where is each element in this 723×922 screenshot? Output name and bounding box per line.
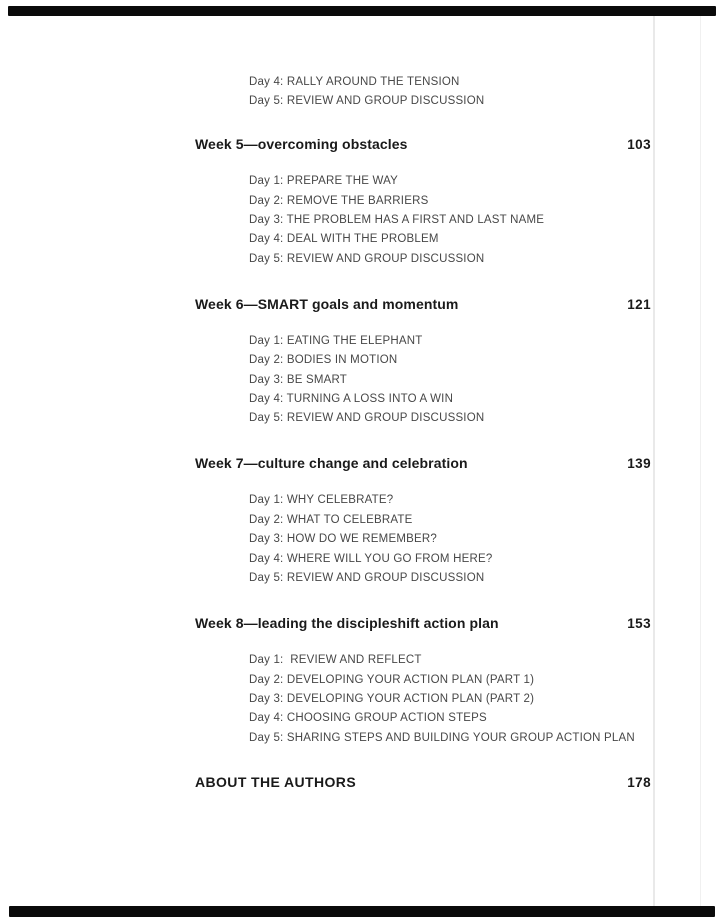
week4-trailing-days <box>249 73 484 112</box>
toc-sections <box>195 137 651 776</box>
day-entry: Day 4: CHOOSING GROUP ACTION STEPS <box>249 712 487 725</box>
day-entry: Day 1: WHY CELEBRATE? <box>249 494 394 507</box>
week-heading-title: Week 7—culture change and celebration <box>195 455 468 472</box>
day-entry: Day 2: DEVELOPING YOUR ACTION PLAN (PART 1) <box>249 673 535 686</box>
day-list <box>195 172 651 269</box>
day-entry: Day 5: REVIEW AND GROUP DISCUSSION <box>249 95 485 108</box>
scan-edge-bar-bottom <box>9 906 715 917</box>
day-entry: Day 1: EATING THE ELEPHANT <box>249 334 423 347</box>
day-entry: Day 5: REVIEW AND GROUP DISCUSSION <box>249 252 485 265</box>
page-edge-line-inner <box>653 16 655 906</box>
day-entry: Day 4: DEAL WITH THE PROBLEM <box>249 233 439 246</box>
day-list <box>195 332 651 429</box>
about-the-authors-title: ABOUT THE AUTHORS <box>195 774 357 790</box>
day-entry: Day 2: BODIES IN MOTION <box>249 354 398 367</box>
toc-week-section <box>195 137 651 269</box>
day-entry: Day 5: REVIEW AND GROUP DISCUSSION <box>249 572 485 585</box>
week-heading-title: Week 5—overcoming obstacles <box>195 136 408 152</box>
day-entry: Day 1: PREPARE THE WAY <box>249 175 399 188</box>
day-entry: Day 3: BE SMART <box>249 373 348 386</box>
day-entry: Day 4: RALLY AROUND THE TENSION <box>249 76 460 88</box>
day-entry: Day 3: DEVELOPING YOUR ACTION PLAN (PART 2) <box>249 692 535 705</box>
toc-week-section <box>195 456 651 588</box>
week-heading-row <box>195 297 651 332</box>
week-page-number: 103 <box>627 137 651 152</box>
page-edge-line-outer <box>700 16 701 906</box>
day-entry: Day 5: REVIEW AND GROUP DISCUSSION <box>249 412 485 425</box>
day-entry: Day 3: HOW DO WE REMEMBER? <box>249 533 437 546</box>
week-heading-title: Week 6—SMART goals and momentum <box>195 295 459 312</box>
week-heading-title: Week 8—leading the discipleshift action plan <box>195 614 499 631</box>
week-page-number: 139 <box>627 456 651 472</box>
day-entry: Day 1: REVIEW AND REFLECT <box>249 654 422 667</box>
day-list <box>195 491 651 588</box>
scan-edge-bar-top <box>8 6 716 16</box>
day-entry: Day 2: REMOVE THE BARRIERS <box>249 194 429 207</box>
week-heading-row <box>195 456 651 491</box>
week-heading-row <box>195 616 651 651</box>
toc-week-section <box>195 297 651 429</box>
day-entry: Day 5: SHARING STEPS AND BUILDING YOUR GROUP ACTION PLAN <box>249 731 635 744</box>
day-list <box>195 651 651 748</box>
about-the-authors-row <box>195 775 651 790</box>
toc-week-section <box>195 616 651 748</box>
day-entry: Day 4: TURNING A LOSS INTO A WIN <box>249 393 454 405</box>
week-page-number: 121 <box>627 296 651 312</box>
week-page-number: 153 <box>627 615 651 631</box>
about-the-authors-page-number: 178 <box>627 775 651 790</box>
day-entry: Day 2: WHAT TO CELEBRATE <box>249 513 413 526</box>
week-heading-row <box>195 137 651 172</box>
day-entry: Day 4: WHERE WILL YOU GO FROM HERE? <box>249 552 493 565</box>
day-entry: Day 3: THE PROBLEM HAS A FIRST AND LAST NAME <box>249 213 545 226</box>
